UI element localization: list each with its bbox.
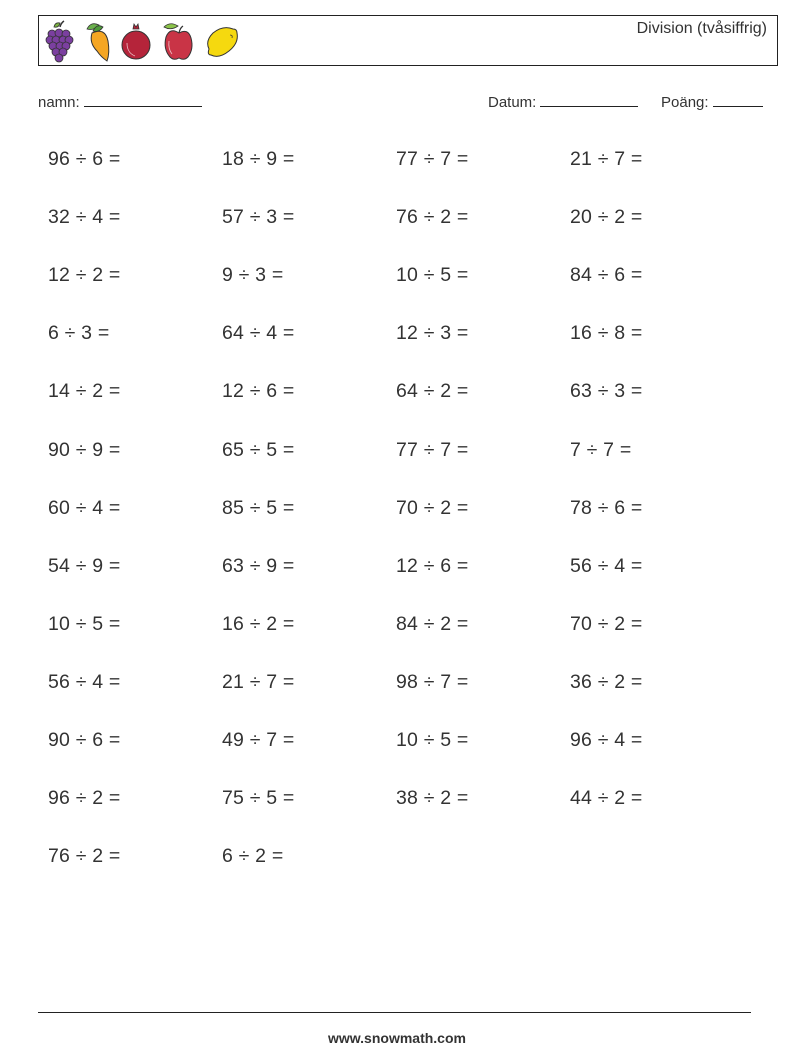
division-problem: 57 ÷ 3 =: [222, 206, 295, 229]
footer-divider: [38, 1012, 751, 1013]
fruit-icons-row: [45, 19, 247, 63]
division-problem: 76 ÷ 2 =: [48, 845, 121, 868]
division-problem: 90 ÷ 9 =: [48, 438, 121, 461]
division-problem: 38 ÷ 2 =: [396, 787, 469, 810]
date-blank-line[interactable]: [540, 92, 638, 107]
pomegranate-icon: [121, 19, 151, 63]
division-problem: 9 ÷ 3 =: [222, 264, 284, 287]
division-problem: 44 ÷ 2 =: [570, 787, 643, 810]
division-problem: 64 ÷ 4 =: [222, 322, 295, 345]
division-problem: 65 ÷ 5 =: [222, 438, 295, 461]
division-problem: 63 ÷ 9 =: [222, 554, 295, 577]
name-field: [38, 92, 202, 111]
division-problem: 32 ÷ 4 =: [48, 206, 121, 229]
division-problem: 76 ÷ 2 =: [396, 206, 469, 229]
date-field: [488, 92, 638, 111]
mango-icon: [83, 19, 113, 63]
division-problem: 54 ÷ 9 =: [48, 554, 121, 577]
worksheet-header: [38, 15, 778, 66]
division-problem: 12 ÷ 6 =: [396, 554, 469, 577]
division-problem: 56 ÷ 4 =: [570, 554, 643, 577]
score-field: [661, 92, 763, 111]
division-problem: 14 ÷ 2 =: [48, 380, 121, 403]
division-problem: 96 ÷ 6 =: [48, 148, 121, 170]
division-problem: 64 ÷ 2 =: [396, 380, 469, 403]
apple-icon: [159, 19, 195, 63]
score-label: Poäng:: [661, 94, 709, 111]
division-problem: 70 ÷ 2 =: [396, 496, 469, 519]
footer-website: www.snowmath.com: [328, 1030, 466, 1046]
division-problem: 70 ÷ 2 =: [570, 612, 643, 635]
division-problem: 16 ÷ 2 =: [222, 612, 295, 635]
lemon-icon: [203, 19, 239, 63]
date-label: Datum:: [488, 94, 537, 111]
division-problem: 7 ÷ 7 =: [570, 438, 632, 461]
division-problem: 10 ÷ 5 =: [396, 264, 469, 287]
division-problem: 10 ÷ 5 =: [48, 612, 121, 635]
division-problem: 77 ÷ 7 =: [396, 148, 469, 170]
division-problem: 96 ÷ 2 =: [48, 787, 121, 810]
division-problem: 78 ÷ 6 =: [570, 496, 643, 519]
division-problem: 6 ÷ 3 =: [48, 322, 110, 345]
division-problem: 84 ÷ 6 =: [570, 264, 643, 287]
division-problem: 75 ÷ 5 =: [222, 787, 295, 810]
division-problem: 12 ÷ 2 =: [48, 264, 121, 287]
division-problem: 12 ÷ 3 =: [396, 322, 469, 345]
worksheet-title: Division (tvåsiffrig): [636, 20, 767, 37]
division-problem: 90 ÷ 6 =: [48, 729, 121, 751]
division-problem: 18 ÷ 9 =: [222, 148, 295, 170]
division-problem: 6 ÷ 2 =: [222, 845, 284, 868]
division-problem: 36 ÷ 2 =: [570, 670, 643, 693]
name-label: namn:: [38, 94, 80, 111]
division-problem: 21 ÷ 7 =: [570, 148, 643, 170]
division-problem: 12 ÷ 6 =: [222, 380, 295, 403]
division-problem: 77 ÷ 7 =: [396, 438, 469, 461]
division-problem: 56 ÷ 4 =: [48, 670, 121, 693]
grape-icon: [45, 19, 75, 63]
division-problem: 96 ÷ 4 =: [570, 729, 643, 751]
division-problem: 85 ÷ 5 =: [222, 496, 295, 519]
division-problem: 20 ÷ 2 =: [570, 206, 643, 229]
division-problem: 21 ÷ 7 =: [222, 670, 295, 693]
division-problem: 60 ÷ 4 =: [48, 496, 121, 519]
division-problem: 49 ÷ 7 =: [222, 729, 295, 751]
score-blank-line[interactable]: [713, 92, 763, 107]
division-problem: 16 ÷ 8 =: [570, 322, 643, 345]
division-problem: 10 ÷ 5 =: [396, 729, 469, 751]
name-blank-line[interactable]: [84, 92, 202, 107]
division-problem: 63 ÷ 3 =: [570, 380, 643, 403]
division-problem: 84 ÷ 2 =: [396, 612, 469, 635]
division-problem: 98 ÷ 7 =: [396, 670, 469, 693]
